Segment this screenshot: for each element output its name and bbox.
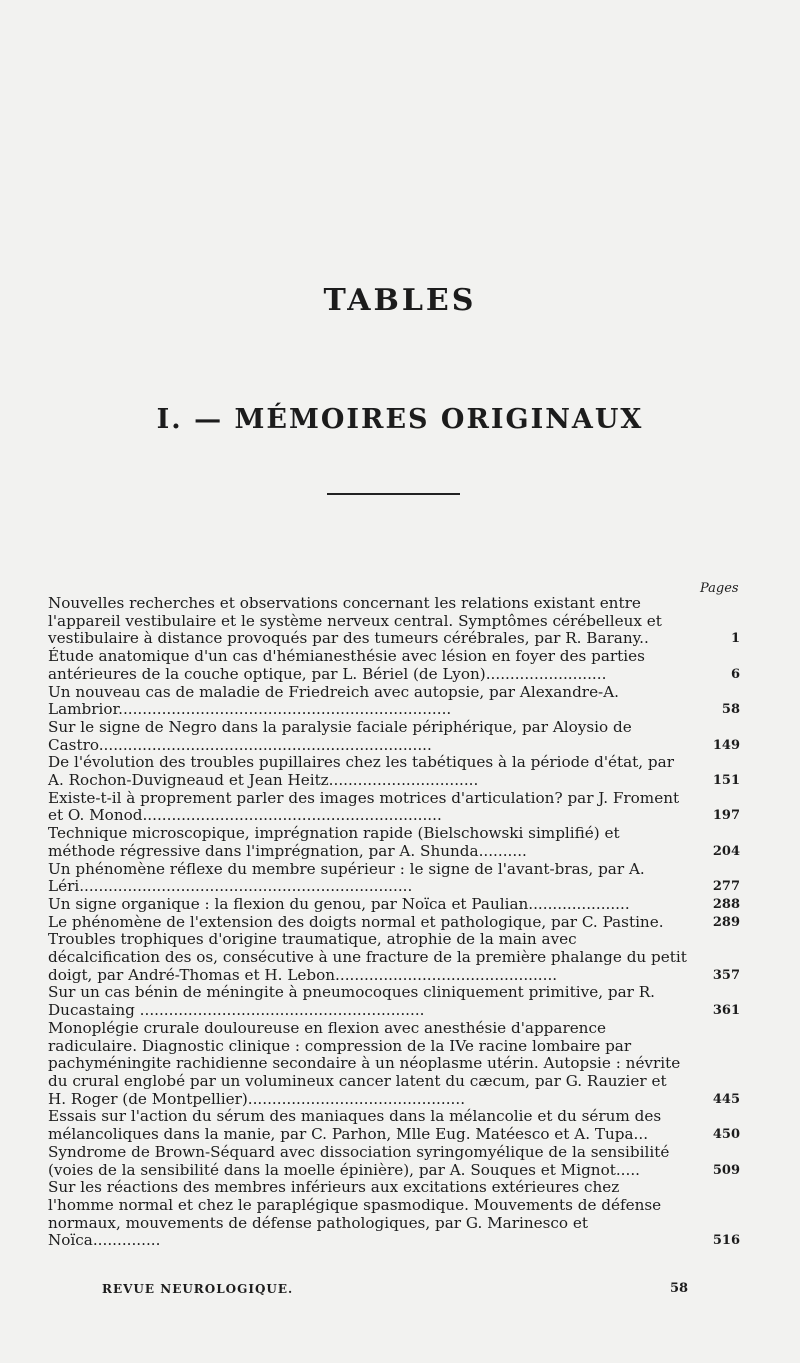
footer-sheet-number: 58 (670, 1281, 689, 1296)
toc-entry-text: Technique microscopique, imprégnation rapide (Bielschowski simplifié) et méthode régressive dans l'imprégnation, par A. Shunda.......... (48, 824, 620, 860)
toc-entry-page: 288 (712, 896, 740, 912)
toc-entry (48, 1020, 740, 1109)
toc-entry-page: 1 (730, 631, 740, 647)
toc-entry-page: 509 (712, 1162, 740, 1178)
toc-entry-text: Un phénomène réflexe du membre supérieur : le signe de l'avant-bras, par A. Léri..................................................................... (48, 859, 645, 896)
page-title: TABLES (323, 283, 477, 318)
toc-entry-page: 277 (712, 879, 740, 895)
toc-entry-text: Le phénomène de l'extension des doigts normal et pathologique, par C. Pastine. (48, 912, 664, 931)
toc-entry (48, 754, 740, 789)
toc-entry (48, 861, 740, 896)
toc-entry (48, 1144, 740, 1179)
toc-entry-page: 58 (721, 702, 740, 718)
toc-entry (48, 984, 740, 1019)
toc-entry (48, 914, 740, 932)
toc-entry (48, 648, 740, 683)
toc-entry (48, 684, 740, 719)
toc-entry-text: Essais sur l'action du sérum des maniaques dans la mélancolie et du sérum des mélancoliques dans la manie, par C. Parhon, Mlle Eug. Matéesco et A. Tupa... (48, 1107, 662, 1144)
divider-rule (327, 493, 460, 495)
toc-entry (48, 719, 740, 754)
toc-entry-page: 151 (712, 773, 740, 789)
toc-entry-text: Existe-t-il à proprement parler des images motrices d'articulation? par J. Froment et O. Monod.............................................................. (48, 788, 680, 825)
pages-column-label: Pages (700, 581, 739, 596)
toc-entry-page: 197 (712, 808, 740, 824)
footer-journal-name: REVUE NEUROLOGIQUE. (102, 1282, 294, 1296)
toc-entry (48, 825, 740, 860)
toc-entry-page: 6 (730, 666, 740, 682)
toc-entry-text: Étude anatomique d'un cas d'hémianesthésie avec lésion en foyer des parties antérieures de la couche optique, par L. Bériel (de Lyon)......................... (48, 647, 645, 683)
table-of-contents (48, 595, 740, 1250)
toc-entry-page: 289 (712, 914, 740, 930)
toc-entry-text: Un signe organique : la flexion du genou, par Noïca et Paulian..................... (48, 894, 630, 913)
toc-entry-text: Troubles trophiques d'origine traumatique, atrophie de la main avec décalcification des os, consécutive à une fracture de la première phalange du petit doigt, par André-Thomas et H. Lebon.............................................. (48, 930, 687, 984)
section-heading: I. — MÉMOIRES ORIGINAUX (156, 404, 644, 435)
toc-entry-page: 204 (712, 843, 740, 859)
toc-entry-text: Nouvelles recherches et observations concernant les relations existant entre l'appareil vestibulaire et le système nerveux central. Symptômes cérébelleux et vestibulaire à distance provoqués par des tumeurs cérébrales, par R. Barany.. (48, 594, 662, 648)
toc-entry (48, 790, 740, 825)
toc-entry-text: Sur le signe de Negro dans la paralysie faciale périphérique, par Aloysio de Castro..................................................................... (48, 717, 632, 754)
toc-entry-text: Un nouveau cas de maladie de Friedreich avec autopsie, par Alexandre-A. Lambrior..................................................................... (48, 682, 619, 719)
toc-entry (48, 931, 740, 984)
toc-entry-page: 516 (712, 1233, 740, 1249)
toc-entry-page: 361 (712, 1003, 740, 1019)
toc-entry-page: 357 (712, 967, 740, 983)
toc-entry-text: Syndrome de Brown-Séquard avec dissociation syringomyélique de la sensibilité (voies de la sensibilité dans la moelle épinière), par A. Souques et Mignot..... (48, 1142, 670, 1179)
toc-entry-text: Monoplégie crurale douloureuse en flexion avec anesthésie d'apparence radiculaire. Diagnostic clinique : compression de la IVe racine lombaire par pachyméningite rachidienne secondaire à un néoplasme utérin. Autopsie : névrite du crural englobé par un volumineux cancer latent du cæcum, par G. Rauzier et H. Roger (de Montpellier)............................................. (48, 1018, 681, 1108)
toc-entry-text: Sur un cas bénin de méningite à pneumocoques cliniquement primitive, par R. Ducastaing ........................................................... (48, 983, 655, 1020)
toc-entry (48, 896, 740, 914)
toc-entry-page: 445 (712, 1091, 740, 1107)
toc-entry-text: Sur les réactions des membres inférieurs aux excitations extérieures chez l'homme normal et chez le paraplégique spasmodique. Mouvements de défense normaux, mouvements de défense pathologiques, par G. Marinesco et Noïca.............. (48, 1178, 662, 1250)
toc-entry-text: De l'évolution des troubles pupillaires chez les tabétiques à la période d'état, par A. Rochon-Duvigneaud et Jean Heitz............................... (48, 753, 674, 790)
toc-entry (48, 1108, 740, 1143)
toc-entry (48, 595, 740, 648)
toc-entry-page: 450 (712, 1127, 740, 1143)
toc-entry-page: 149 (712, 737, 740, 753)
toc-entry (48, 1179, 740, 1250)
